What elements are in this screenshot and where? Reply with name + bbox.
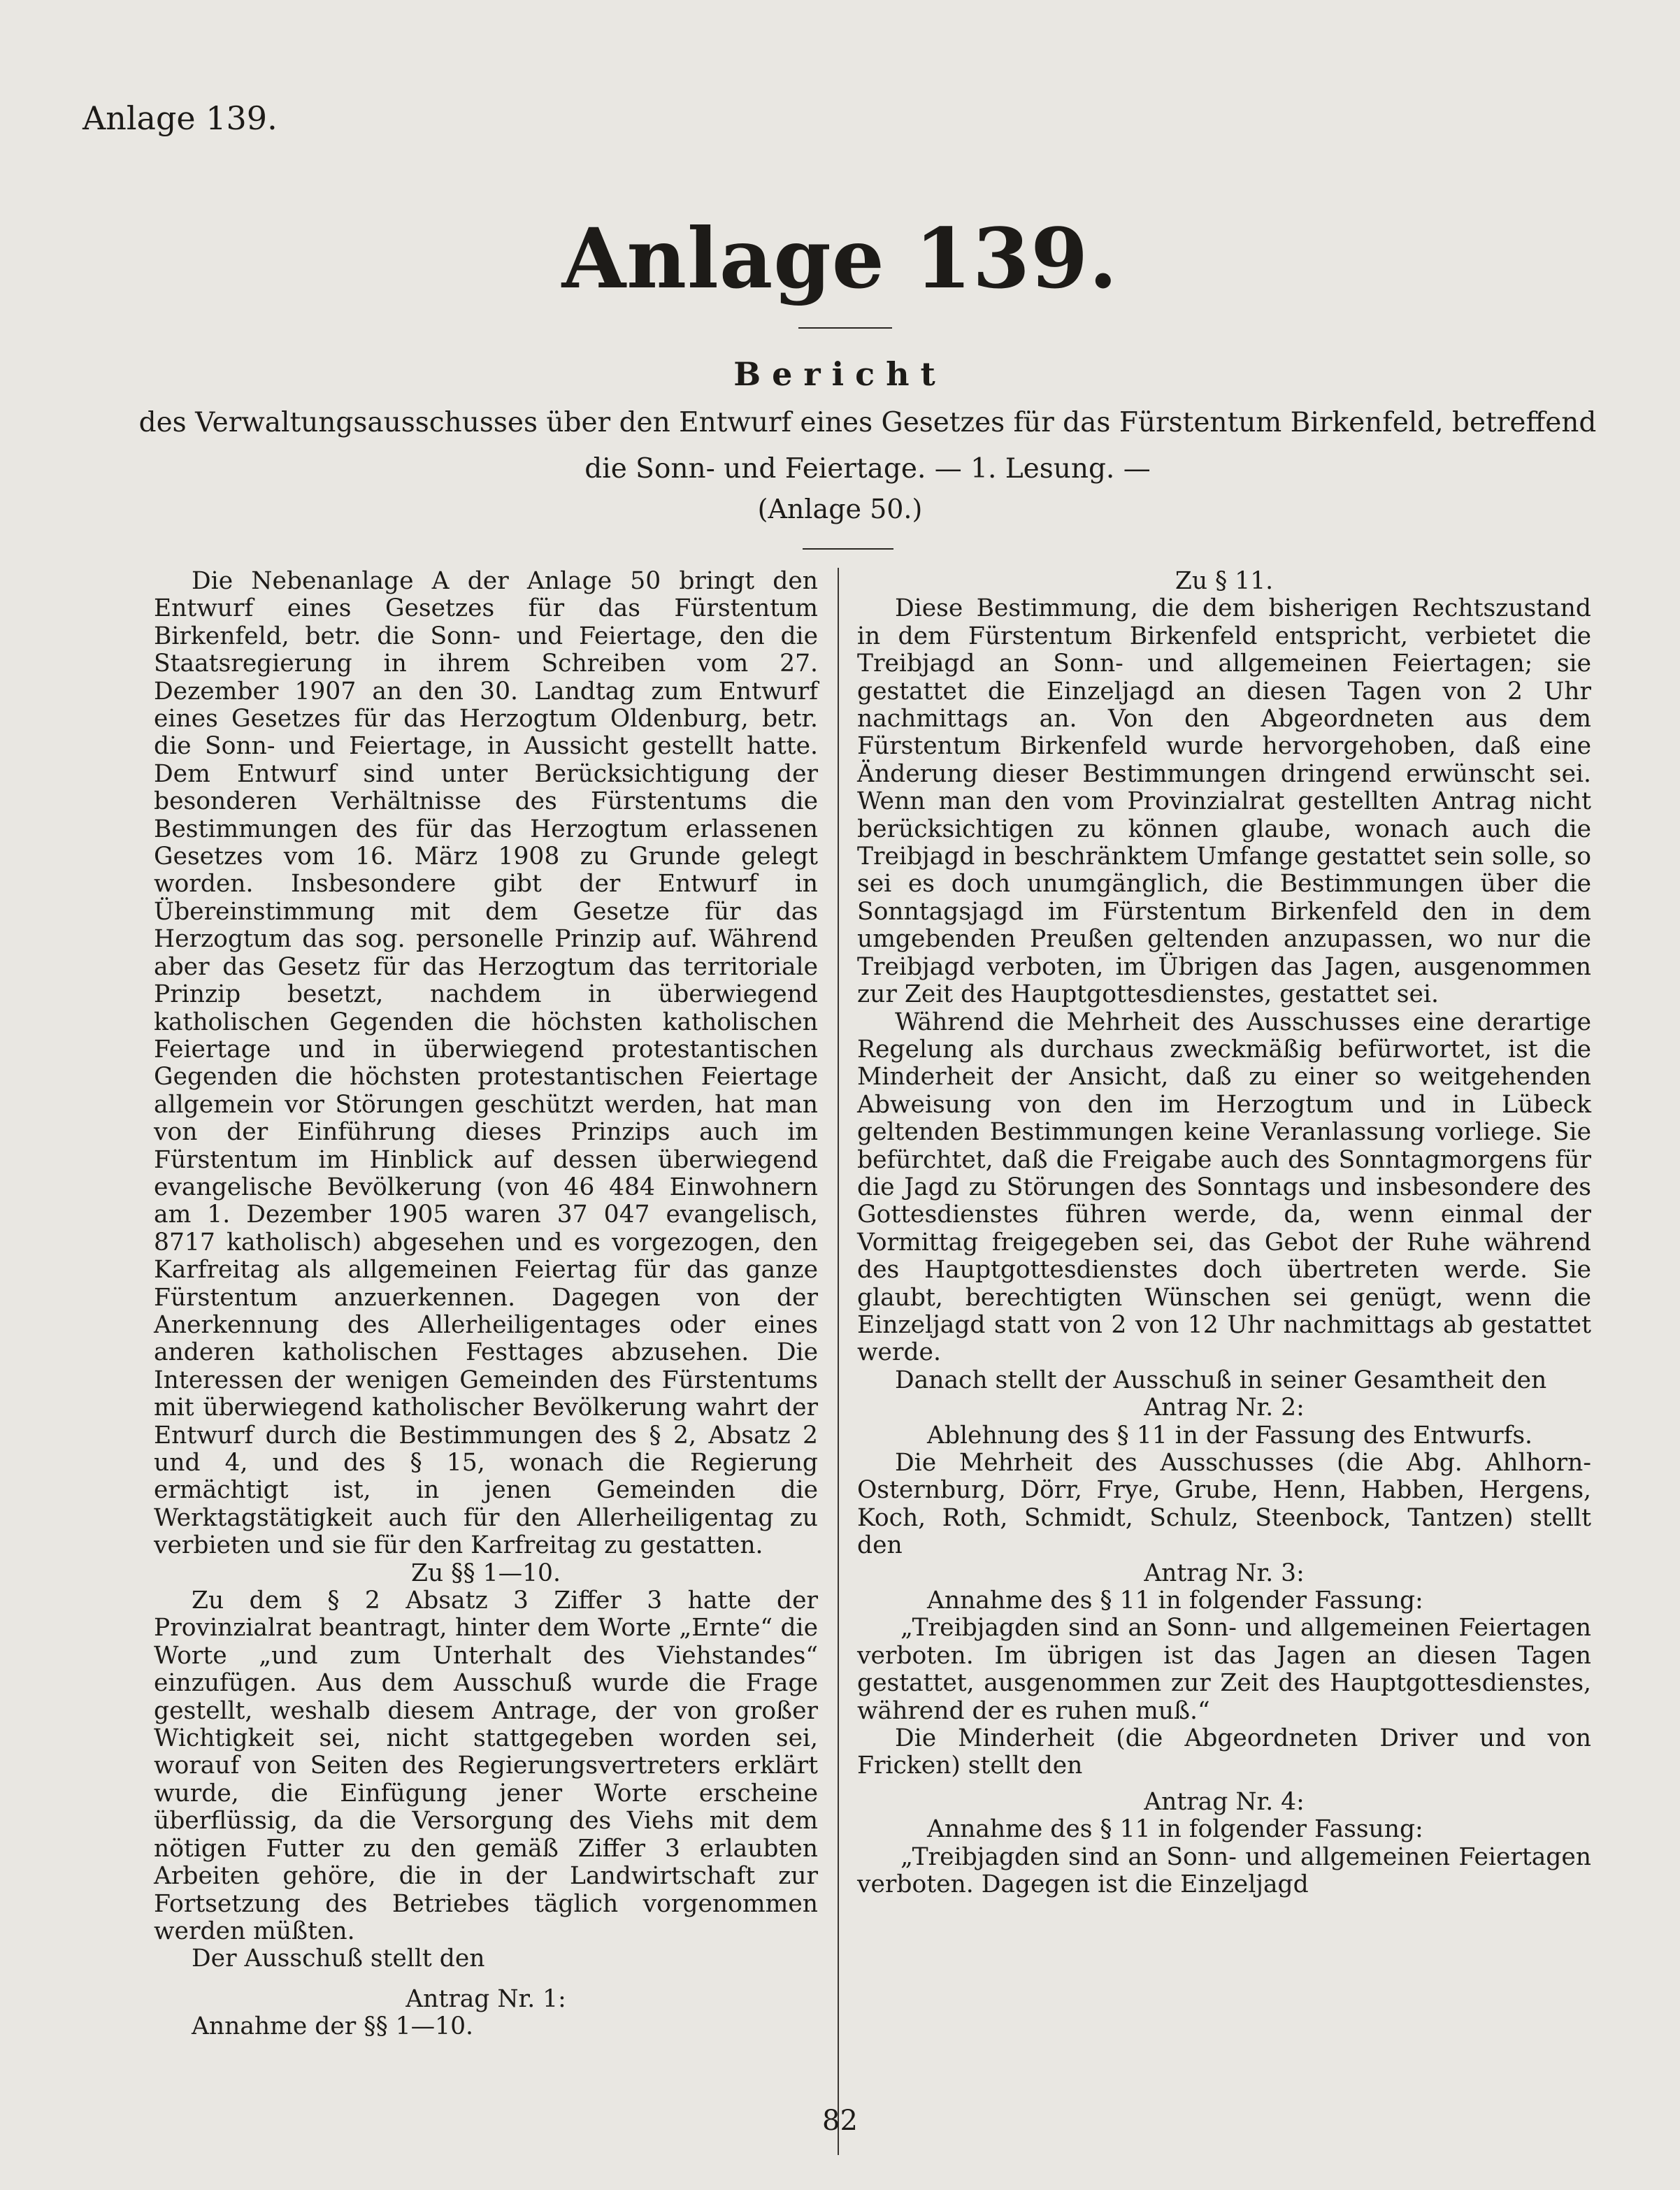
antrag-text: Annahme der §§ 1—10. [192,2012,473,2041]
page-title: Anlage 139. [561,210,1119,307]
paragraph: Danach stellt der Ausschuß in seiner Gesamtheit den [895,1366,1547,1394]
subtitle-line-2: die Sonn- und Feiertage. — 1. Lesung. — [584,453,1151,485]
subtitle [137,400,1598,492]
antrag-text: Annahme des § 11 in folgender Fassung: [927,1815,1423,1844]
quotation: „Treibjagden sind an Sonn- und allgemeinen Feiertagen verboten. Dagegen ist die Einzeljagd [857,1842,1591,1899]
paragraph: Die Nebenanlage A der Anlage 50 bringt den Entwurf eines Gesetzes für das Fürstentum Birkenfeld, betr. die Sonn- und Feiertage, den die Staatsregierung in ihrem Schreiben vom 27. Dezember 1907 an den 30. Landtag zum Entwurf eines Gesetzes für das Herzogtum Oldenburg, betr. die Sonn- und Feiertage, in Aussicht gestellt hatte. Dem Entwurf sind unter Berücksichtigung der besonderen Verhältnisse des Fürstentums die Bestimmungen des für das Herzogtum erlassenen Gesetzes vom 16. März 1908 zu Grunde gelegt worden. Insbesondere gibt der Entwurf in Übereinstimmung mit dem Gesetze für das Herzogtum das sog. personelle Prinzip auf. Während aber das Gesetz für das Herzogtum das territoriale Prinzip besetzt, nachdem in überwiegend katholischen Gegenden die höchsten katholischen Feiertage und in überwiegend protestantischen Gegenden die höchsten protestantischen Feiertage allgemein vor Störungen geschützt werden, hat man von der Einführung dieses Prinzips auch im Fürstentum im Hinblick auf dessen überwiegend evangelische Bevölkerung (von 46 484 Einwohnern am 1. Dezember 1905 waren 37 047 evangelisch, 8717 katholisch) abgesehen und es vorgezogen, den Karfreitag als allgemeinen Feiertag für das ganze Fürstentum anzuerkennen. Dagegen von der Anerkennung des Allerheiligentages oder eines anderen katholischen Festtages abzusehen. Die Interessen der wenigen Gemeinden des Fürstentums mit überwiegend katholischer Bevölkerung wahrt der Entwurf durch die Bestimmungen des § 2, Absatz 2 und 4, und des § 15, wonach die Regierung ermächtigt ist, in jenen Gemeinden die Werktagstätigkeit auch für den Allerheiligentag zu verbieten und sie für den Karfreitag zu gestatten. [154,567,818,1560]
right-column [857,568,1591,1899]
antrag-heading: Antrag Nr. 1: [405,1984,566,2013]
antrag-heading: Antrag Nr. 2: [1144,1394,1305,1422]
section-heading: Bericht [733,355,947,393]
column-divider [838,568,839,2155]
page-number: 82 [822,2105,858,2137]
antrag-text: Ablehnung des § 11 in der Fassung des Entwurfs. [927,1421,1533,1450]
antrag-heading: Antrag Nr. 3: [1144,1559,1305,1587]
left-column [154,568,818,2041]
paragraph: Die Minderheit (die Abgeordneten Driver und von Fricken) stellt den [857,1724,1591,1780]
subtitle-rule [803,548,893,550]
paragraph: Zu dem § 2 Absatz 3 Ziffer 3 hatte der Provinzialrat beantragt, hinter dem Worte „Ernte“ die Worte „und zum Unterhalt des Viehstandes“ einzufügen. Aus dem Ausschuß wurde die Frage gestellt, weshalb diesem Antrage, der von großer Wichtigkeit sei, nicht stattgegeben worden sei, worauf von Seiten des Regierungsvertreters erklärt wurde, die Einfügung jener Worte erscheine überflüssig, da die Versorgung des Viehs mit dem nötigen Futter zu den gemäß Ziffer 3 erlaubten Arbeiten gehöre, die in der Landwirtschaft zur Fortsetzung des Betriebes täglich vorgenommen werden müßten. [154,1587,818,1945]
title-rule [798,327,892,329]
subtitle-line-1: des Verwaltungsausschusses über den Entwurf eines Gesetzes für das Fürstentum Birkenfeld, betreffend [138,407,1597,438]
subheading: Zu § 11. [1175,567,1274,595]
paragraph: Die Mehrheit des Ausschusses (die Abg. Ahlhorn-Osternburg, Dörr, Frye, Grube, Henn, Habben, Hergens, Koch, Roth, Schmidt, Schulz, Steenbock, Tantzen) stellt den [857,1449,1591,1560]
antrag-text: Annahme des § 11 in folgender Fassung: [927,1587,1423,1615]
paragraph: Diese Bestimmung, die dem bisherigen Rechtszustand in dem Fürstentum Birkenfeld entspricht, verbietet die Treibjagd an Sonn- und allgemeinen Feiertagen; sie gestattet die Einzeljagd an diesen Tagen von 2 Uhr nachmittags an. Von den Abgeordneten aus dem Fürstentum Birkenfeld wurde hervorgehoben, daß eine Änderung dieser Bestimmungen dringend erwünscht sei. Wenn man den vom Provinzialrat gestellten Antrag nicht berücksichtigen zu können glaube, wonach auch die Treibjagd in beschränktem Umfange gestattet sein solle, so sei es doch unumgänglich, die Bestimmungen über die Sonntagsjagd im Fürstentum Birkenfeld den in dem umgebenden Preußen geltenden anzupassen, wo nur die Treibjagd verboten, im Übrigen das Jagen, ausgenommen zur Zeit des Hauptgottesdienstes, gestattet sei. [857,594,1591,1009]
reference-note: (Anlage 50.) [757,494,923,524]
paragraph: Der Ausschuß stellt den [192,1945,485,1973]
subheading: Zu §§ 1—10. [411,1559,561,1587]
paragraph: Während die Mehrheit des Ausschusses eine derartige Regelung als durchaus zweckmäßig befürwortet, ist die Minderheit der Ansicht, daß zu einer so weitgehenden Abweisung von den im Herzogtum und in Lübeck geltenden Bestimmungen keine Veranlassung vorliege. Sie befürchtet, daß die Freigabe auch des Sonntagmorgens für die Jagd zu Störungen des Sonntags und insbesondere des Gottesdienstes führen werde, da, wenn einmal der Vormittag freigegeben sei, das Gebot der Ruhe während des Hauptgottesdienstes doch übertreten werde. Sie glaubt, berechtigten Wünschen sei genügt, wenn die Einzeljagd statt von 2 von 12 Uhr nachmittags ab gestattet werde. [857,1008,1591,1367]
running-head: Anlage 139. [82,99,278,137]
quotation: „Treibjagden sind an Sonn- und allgemeinen Feiertagen verboten. Im übrigen ist das Jagen an diesen Tagen gestattet, ausgenommen zur Zeit des Hauptgottesdienstes, während der es ruhen muß.“ [857,1614,1591,1725]
antrag-heading: Antrag Nr. 4: [1144,1787,1305,1816]
